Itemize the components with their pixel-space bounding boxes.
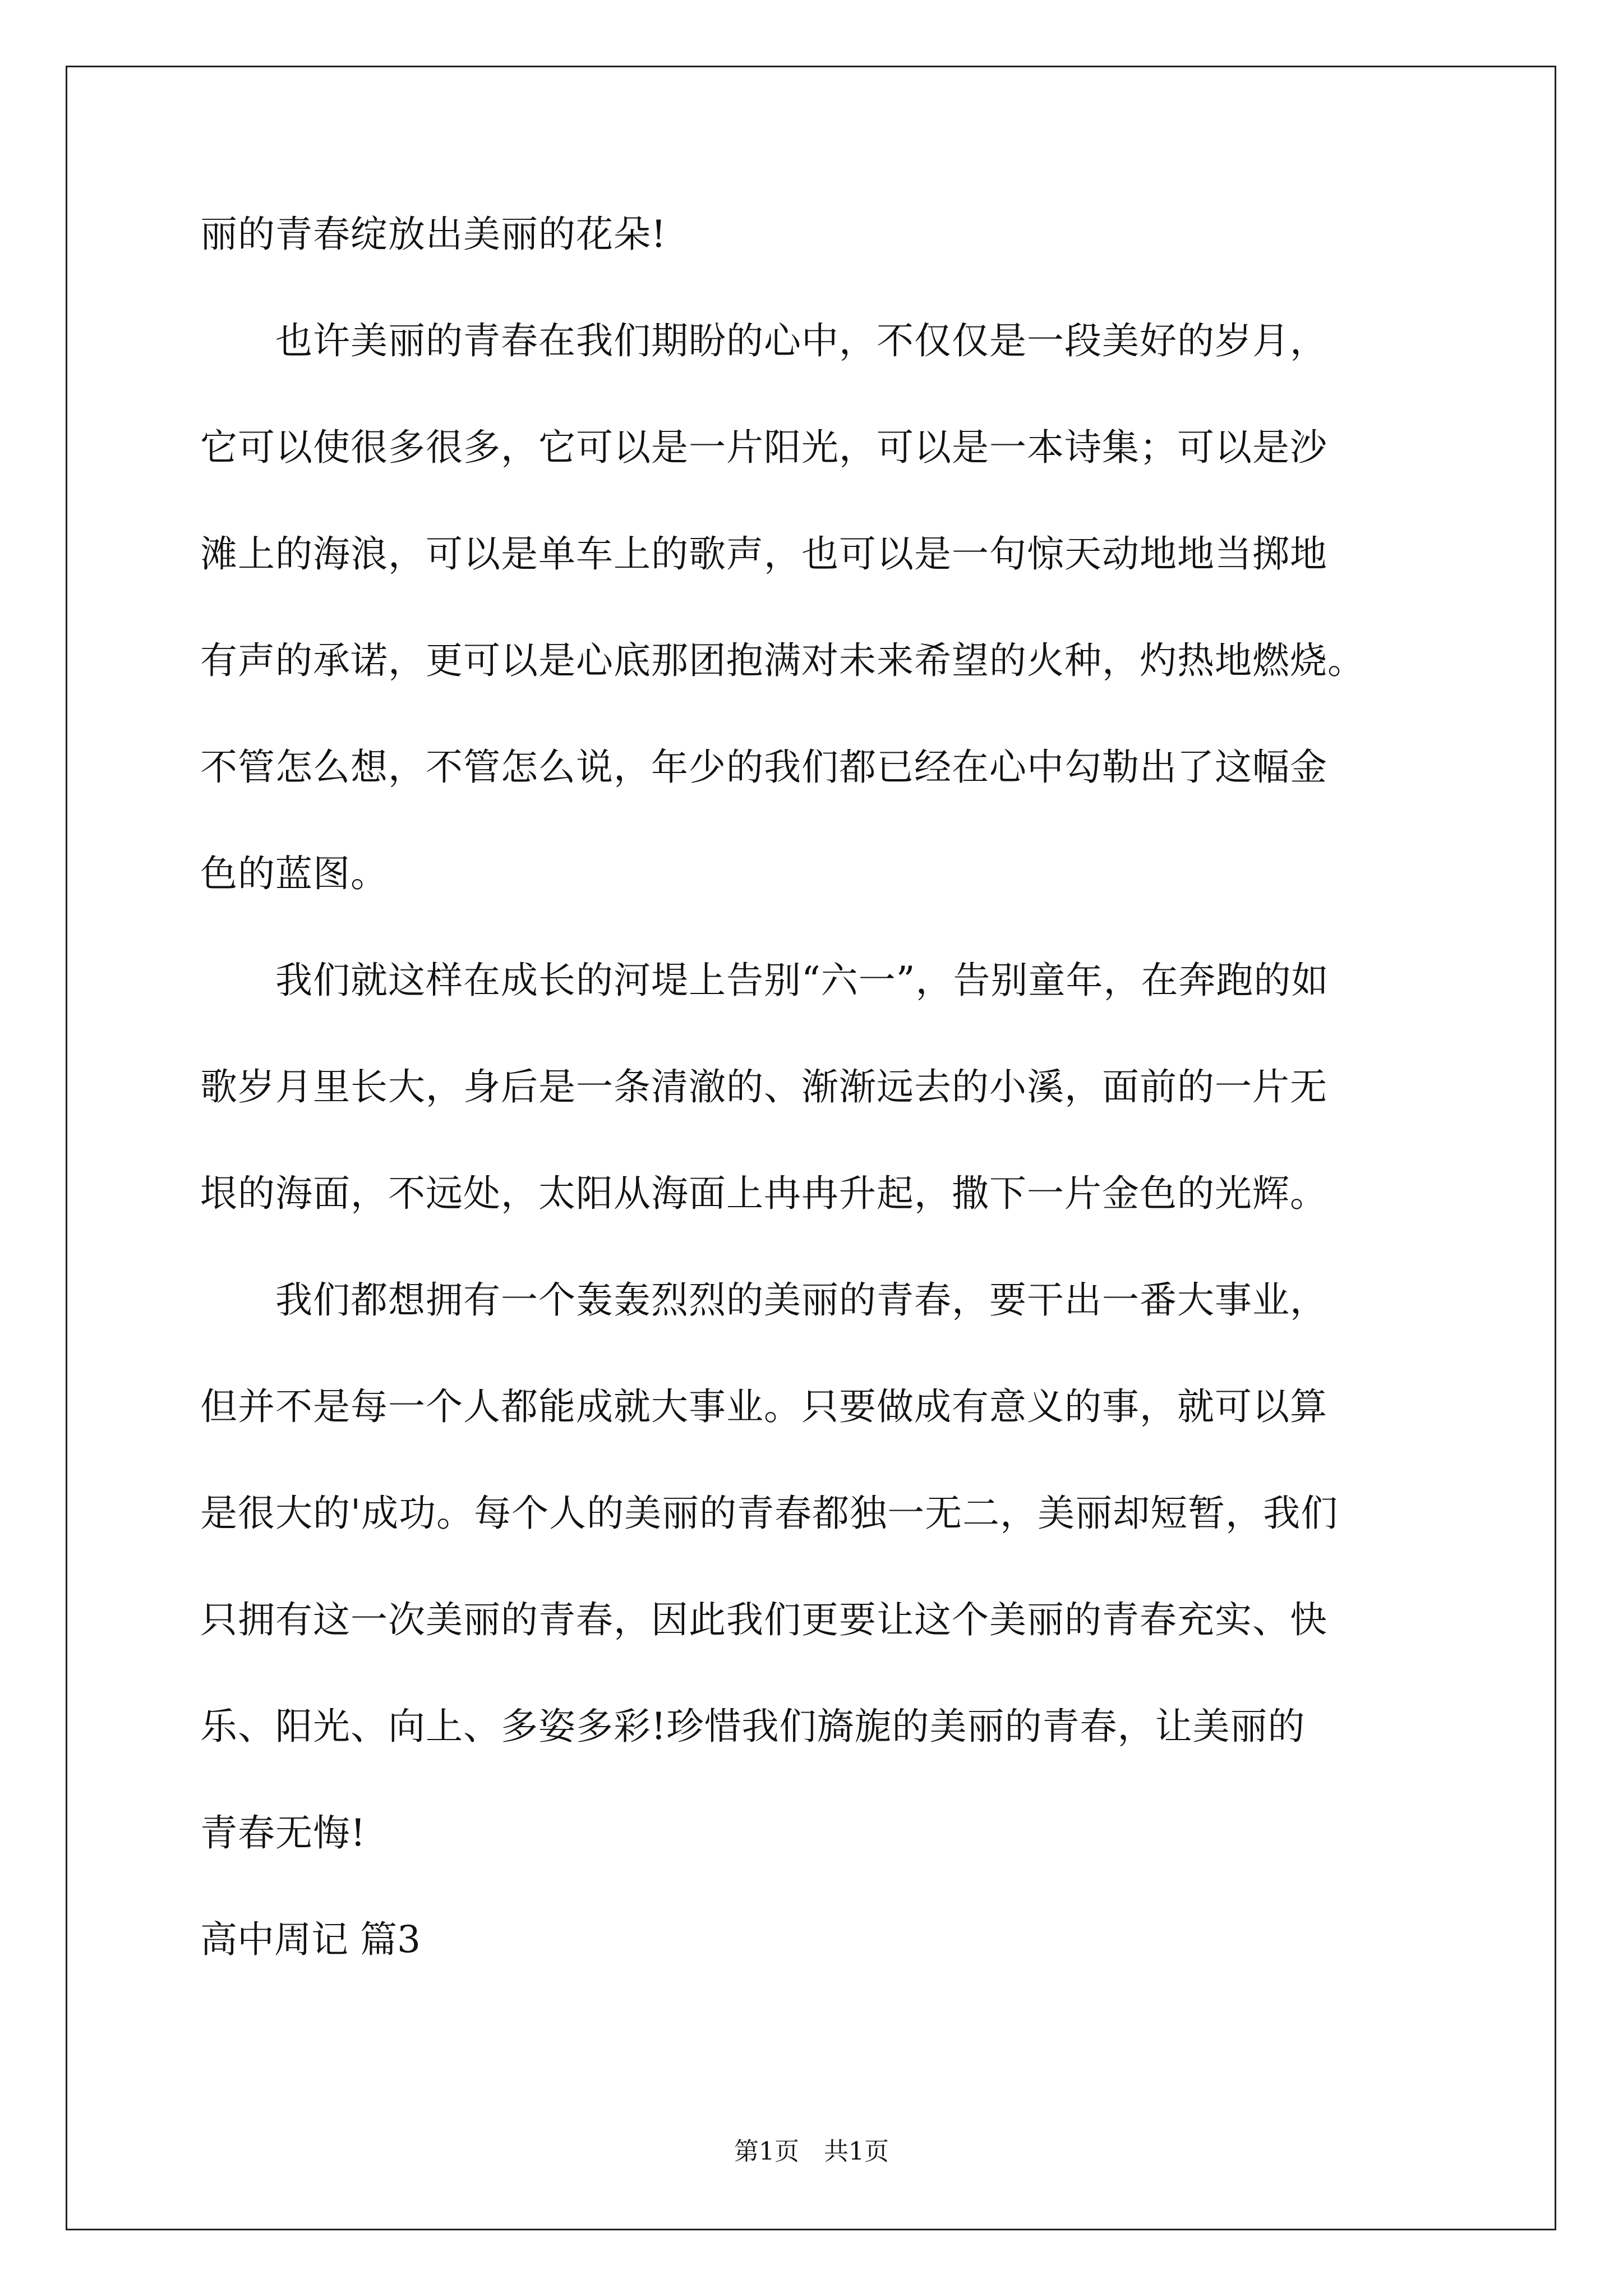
text-line: 青春无悔!	[200, 1811, 366, 1855]
text-line: 它可以使很多很多，它可以是一片阳光，可以是一本诗集；可以是沙	[200, 426, 1327, 469]
text-line: 有声的承诺，更可以是心底那团抱满对未来希望的火种，灼热地燃烧。	[200, 639, 1365, 682]
text-line: 我们就这样在成长的河堤上告别“六一”，告别童年，在奔跑的如	[200, 959, 1329, 1002]
page-footer: 第1页 共1页	[734, 2137, 889, 2166]
text-line: 垠的海面，不远处，太阳从海面上冉冉升起，撒下一片金色的光辉。	[200, 1172, 1327, 1215]
text-line: 歌岁月里长大，身后是一条清澈的、渐渐远去的小溪，面前的一片无	[200, 1065, 1327, 1108]
text-line: 滩上的海浪，可以是单车上的歌声，也可以是一句惊天动地地当掷地	[200, 532, 1327, 576]
text-line: 不管怎么想，不管怎么说，年少的我们都已经在心中勾勒出了这幅金	[200, 746, 1327, 789]
text-line: 也许美丽的青春在我们期盼的心中，不仅仅是一段美好的岁月，	[200, 319, 1327, 362]
text-line: 色的蓝图。	[200, 852, 388, 895]
text-line: 乐、阳光、向上、多姿多彩!珍惜我们旖旎的美丽的青春，让美丽的	[200, 1705, 1306, 1748]
text-line: 只拥有这一次美丽的青春，因此我们更要让这个美丽的青春充实、快	[200, 1598, 1327, 1641]
text-line: 但并不是每一个人都能成就大事业。只要做成有意义的事，就可以算	[200, 1385, 1327, 1428]
section-heading: 高中周记 篇3	[200, 1918, 421, 1961]
page-border	[66, 66, 1556, 2230]
text-line: 丽的青春绽放出美丽的花朵!	[200, 213, 667, 256]
text-line: 是很大的'成功。每个人的美丽的青春都独一无二，美丽却短暂，我们	[200, 1492, 1339, 1535]
text-line: 我们都想拥有一个轰轰烈烈的美丽的青春，要干出一番大事业，	[200, 1278, 1327, 1322]
